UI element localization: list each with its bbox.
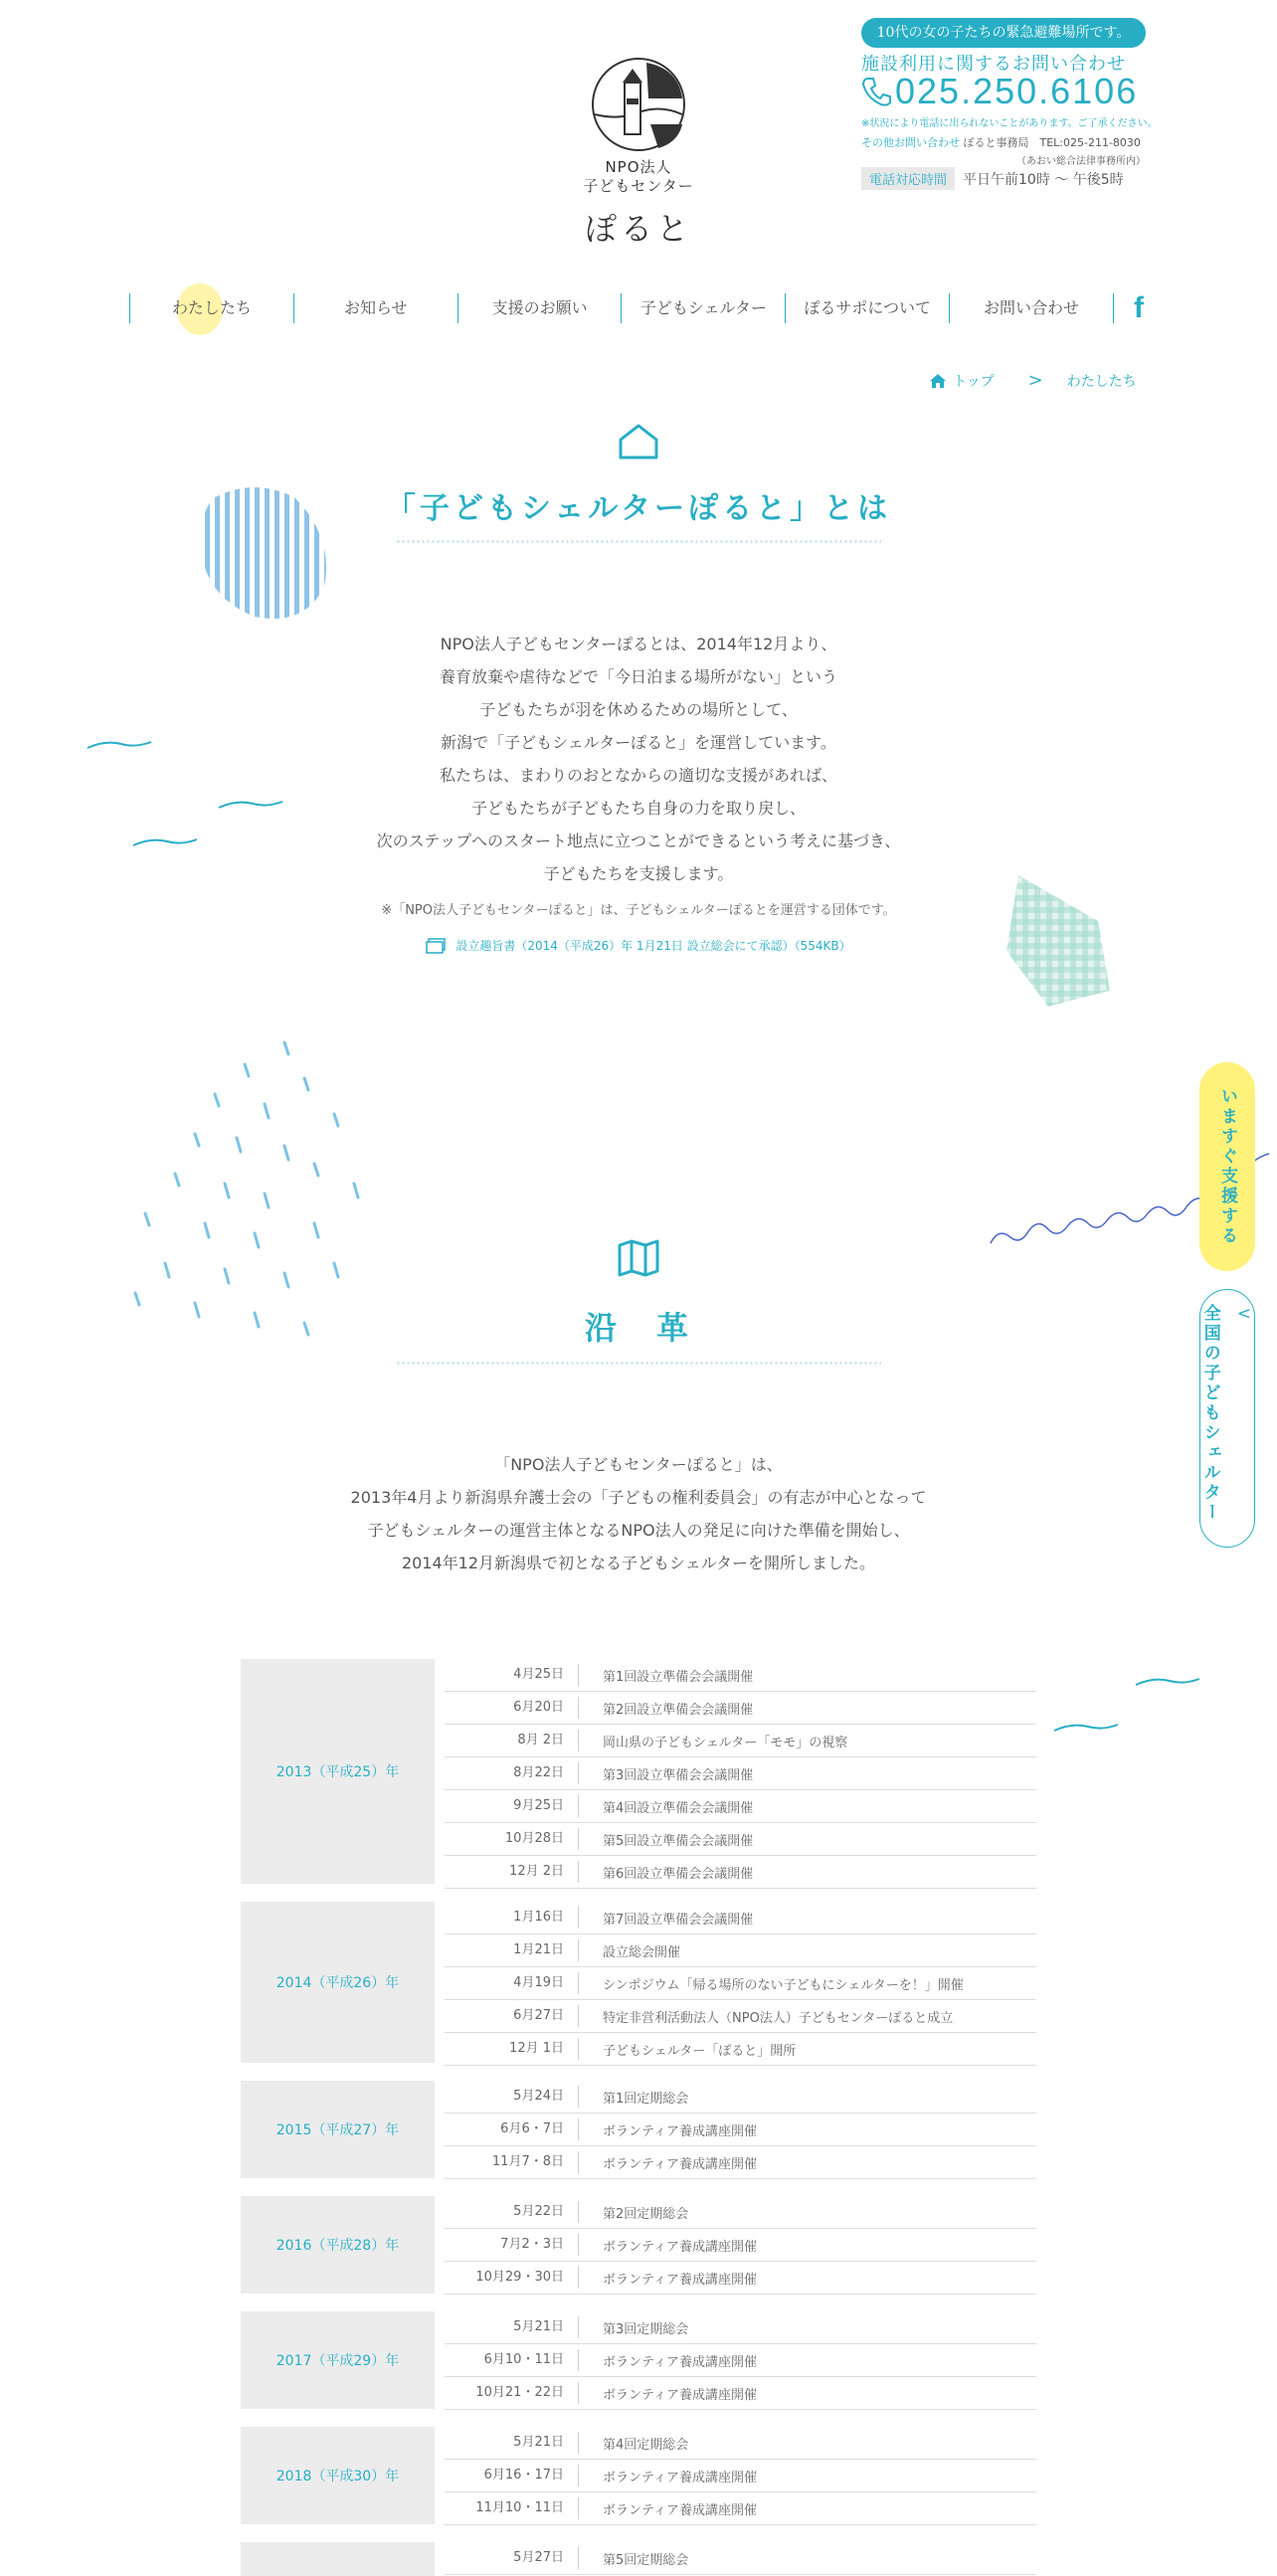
phone-number[interactable]: 025.250.6106 <box>895 71 1139 111</box>
facility-contact-heading: 施設利用に関するお問い合わせ <box>861 54 1126 75</box>
history-intro <box>0 1448 1277 1579</box>
logo-org-line1: NPO法人 <box>605 158 672 176</box>
history-line: 2014年12月新潟県で初となる子どもシェルターを開所しました。 <box>401 1554 876 1572</box>
history-year-block <box>241 2081 1036 2179</box>
history-row <box>445 2427 1036 2460</box>
founding-doc-label[interactable]: 設立趣旨書（2014（平成26）年 1月21日 設立総会にて承認）（554KB） <box>456 939 851 953</box>
history-title: 沿 革 <box>584 1309 692 1347</box>
history-row <box>445 2114 1036 2146</box>
house-outline-icon <box>617 422 660 461</box>
lighthouse-logo-icon <box>589 55 688 154</box>
history-event: 岡山県の子どもシェルター「モモ」の視察 <box>603 1735 848 1750</box>
history-row <box>445 2033 1036 2066</box>
other-contact-value: ぽると事務局 TEL:025-211-8030 <box>963 136 1141 149</box>
about-line: 次のステップへのスタート地点に立つことができるという考えに基づき、 <box>376 831 901 850</box>
history-year: 2016（平成28）年 <box>241 2196 435 2294</box>
history-row <box>445 2460 1036 2492</box>
history-date: 6月6・7日 <box>445 2118 579 2140</box>
history-date: 8月22日 <box>445 1762 579 1784</box>
history-date: 10月28日 <box>445 1828 579 1850</box>
history-date: 11月7・8日 <box>445 2151 579 2173</box>
other-contact <box>861 134 1141 150</box>
nav-item-support[interactable]: 支援のお願い <box>491 298 588 317</box>
history-year: 2017（平成29）年 <box>241 2311 435 2409</box>
history-rows <box>445 2081 1036 2179</box>
history-event: ボランティア養成講座開催 <box>603 2387 757 2403</box>
wave-decoration <box>1134 1671 1203 1691</box>
history-year-block <box>241 2311 1036 2410</box>
history-year <box>241 2542 435 2576</box>
history-date: 4月19日 <box>445 1972 579 1994</box>
hours-value: 平日午前10時 〜 午後5時 <box>963 171 1124 188</box>
history-row <box>445 1790 1036 1823</box>
history-event: 第2回定期総会 <box>603 2206 689 2222</box>
history-date: 5月27日 <box>445 2547 579 2569</box>
history-date: 7月2・3日 <box>445 2234 579 2256</box>
history-year: 2015（平成27）年 <box>241 2081 435 2178</box>
history-row <box>445 1856 1036 1889</box>
logo-org-line2: 子どもセンター <box>583 177 694 195</box>
history-event: 第5回設立準備会会議開催 <box>603 1833 754 1849</box>
history-event: ボランティア養成講座開催 <box>603 2239 757 2255</box>
other-contact-label: その他お問い合わせ <box>861 136 960 149</box>
history-date: 8月 2日 <box>445 1730 579 1751</box>
title-underline <box>396 1361 881 1367</box>
history-rows <box>445 1659 1036 1889</box>
history-row <box>445 2081 1036 2114</box>
history-event: 第3回定期総会 <box>603 2321 689 2337</box>
history-date: 11月10・11日 <box>445 2497 579 2519</box>
history-row <box>445 2492 1036 2525</box>
history-rows <box>445 1902 1036 2066</box>
history-event: 第5回定期総会 <box>603 2552 689 2568</box>
history-row <box>445 1692 1036 1725</box>
history-year: 2014（平成26）年 <box>241 1902 435 2063</box>
history-row <box>445 1823 1036 1856</box>
history-row <box>445 2344 1036 2377</box>
history-date: 1月21日 <box>445 1939 579 1961</box>
history-row <box>445 2377 1036 2410</box>
history-year-block <box>241 2196 1036 2295</box>
logo-name: ぽると <box>584 210 692 248</box>
history-date: 1月16日 <box>445 1907 579 1929</box>
about-line: 子どもたちを支援します。 <box>543 864 734 883</box>
history-date: 4月25日 <box>445 1664 579 1686</box>
history-event: ボランティア養成講座開催 <box>603 2123 757 2139</box>
wave-decoration <box>1052 1717 1122 1737</box>
history-event: ボランティア養成講座開催 <box>603 2502 757 2518</box>
history-row <box>445 1659 1036 1692</box>
document-icon <box>426 938 448 954</box>
hours-label: 電話対応時間 <box>861 167 955 190</box>
about-note: ※「NPO法人子どもセンターぽると」は、子どもシェルターぽるとを運営する団体です。 <box>381 903 896 918</box>
history-year-block <box>241 2427 1036 2525</box>
history-row <box>445 2311 1036 2344</box>
history-row <box>445 1725 1036 1757</box>
about-line: 子どもたちが子どもたち自身の力を取り戻し、 <box>470 799 806 818</box>
history-event: 第7回設立準備会会議開催 <box>603 1912 754 1928</box>
history-event: 第3回設立準備会会議開催 <box>603 1767 754 1783</box>
history-event: 特定非営利活動法人（NPO法人）子どもセンターぽると成立 <box>603 2010 954 2026</box>
nav-item-porusapo[interactable]: ぽるサポについて <box>804 298 932 317</box>
history-date: 5月21日 <box>445 2316 579 2338</box>
history-date: 6月10・11日 <box>445 2349 579 2371</box>
main-nav <box>129 290 1164 326</box>
history-rows <box>445 2427 1036 2525</box>
history-date: 9月25日 <box>445 1795 579 1817</box>
nav-item-about[interactable]: わたしたち <box>171 298 252 317</box>
about-line: 私たちは、まわりのおとなからの適切な支援があれば、 <box>439 766 837 785</box>
phone-hours <box>861 167 1124 190</box>
phone-row[interactable] <box>861 72 1138 111</box>
law-firm-note: （あおい総合法律事務所内） <box>1016 156 1146 167</box>
history-year-block <box>241 1902 1036 2066</box>
breadcrumb-home[interactable]: トップ <box>953 373 995 390</box>
about-body <box>0 628 1277 890</box>
phone-icon <box>861 76 891 107</box>
history-event: 設立総会開催 <box>603 1944 681 1960</box>
nav-item-contact[interactable]: お問い合わせ <box>984 298 1080 317</box>
breadcrumb <box>929 370 1137 391</box>
history-row <box>445 1757 1036 1790</box>
history-line: 「NPO法人子どもセンターぽると」は、 <box>494 1455 783 1474</box>
history-row <box>445 2146 1036 2179</box>
history-date: 5月24日 <box>445 2086 579 2108</box>
history-event: ボランティア養成講座開催 <box>603 2156 757 2172</box>
history-rows <box>445 2542 1036 2576</box>
donate-now-tab[interactable]: いますぐ支援する <box>1199 1062 1255 1271</box>
history-row <box>445 2000 1036 2033</box>
history-event: 第1回設立準備会会議開催 <box>603 1669 754 1685</box>
history-event: 第2回設立準備会会議開催 <box>603 1702 754 1718</box>
history-year-block <box>241 1659 1036 1889</box>
founding-doc-link[interactable] <box>0 937 1277 954</box>
history-row <box>445 1967 1036 2000</box>
chevron-left-icon: < <box>1236 1304 1254 1324</box>
book-icon <box>617 1239 660 1277</box>
history-row <box>445 2229 1036 2262</box>
history-row <box>445 1902 1036 1934</box>
history-row <box>445 2262 1036 2295</box>
history-year: 2018（平成30）年 <box>241 2427 435 2524</box>
nationwide-shelters-label: 全国の子どもシェルター <box>1199 1304 1220 1523</box>
facebook-icon[interactable]: f <box>1133 291 1144 324</box>
about-line: 養育放棄や虐待などで「今日泊まる場所がない」という <box>439 667 837 686</box>
history-event: シンポジウム「帰る場所のない子どもにシェルターを！」開催 <box>603 1977 964 1993</box>
history-date: 5月21日 <box>445 2432 579 2454</box>
nav-item-news[interactable]: お知らせ <box>343 298 408 317</box>
history-row <box>445 1934 1036 1967</box>
history-date: 12月 2日 <box>445 1861 579 1883</box>
history-year: 2013（平成25）年 <box>241 1659 435 1884</box>
history-event: 第6回設立準備会会議開催 <box>603 1866 754 1882</box>
about-line: 子どもたちが羽を休めるための場所として、 <box>479 700 798 719</box>
nav-item-shelter[interactable]: 子どもシェルター <box>639 298 767 317</box>
history-year-block <box>241 2542 1036 2576</box>
history-date: 12月 1日 <box>445 2038 579 2060</box>
history-event: 第4回設立準備会会議開催 <box>603 1800 754 1816</box>
phone-note: ※状況により電話に出られないことがあります。ご了承ください。 <box>861 118 1158 129</box>
history-line: 2013年4月より新潟県弁護士会の「子どもの権利委員会」の有志が中心となって <box>350 1488 927 1507</box>
history-date: 5月22日 <box>445 2201 579 2223</box>
history-date: 6月27日 <box>445 2005 579 2027</box>
title-underline <box>396 539 881 545</box>
history-rows <box>445 2196 1036 2295</box>
history-event: ボランティア養成講座開催 <box>603 2354 757 2370</box>
history-event: 第1回定期総会 <box>603 2091 689 2107</box>
history-date: 6月16・17日 <box>445 2465 579 2486</box>
history-event: ボランティア養成講座開催 <box>603 2272 757 2288</box>
site-logo[interactable] <box>557 55 720 250</box>
history-line: 子どもシェルターの運営主体となるNPO法人の発足に向けた準備を開始し、 <box>367 1521 910 1540</box>
home-icon <box>929 373 947 389</box>
about-title: 「子どもシェルターぽると」とは <box>385 491 892 526</box>
history-date: 6月20日 <box>445 1697 579 1719</box>
history-rows <box>445 2311 1036 2410</box>
history-event: 第4回定期総会 <box>603 2437 689 2453</box>
about-line: NPO法人子どもセンターぽるとは、2014年12月より、 <box>440 635 837 653</box>
breadcrumb-current: わたしたち <box>1066 373 1137 390</box>
history-row <box>445 2542 1036 2575</box>
history-event: 子どもシェルター「ぽると」開所 <box>603 2043 797 2059</box>
history-event: ボランティア養成講座開催 <box>603 2470 757 2485</box>
history-date: 10月21・22日 <box>445 2382 579 2404</box>
history-row <box>445 2196 1036 2229</box>
breadcrumb-arrow: > <box>1027 370 1043 391</box>
about-line: 新潟で「子どもシェルターぽると」を運営しています。 <box>441 733 836 752</box>
history-date: 10月29・30日 <box>445 2267 579 2289</box>
emergency-pill: 10代の女の子たちの緊急避難場所です。 <box>861 18 1146 48</box>
